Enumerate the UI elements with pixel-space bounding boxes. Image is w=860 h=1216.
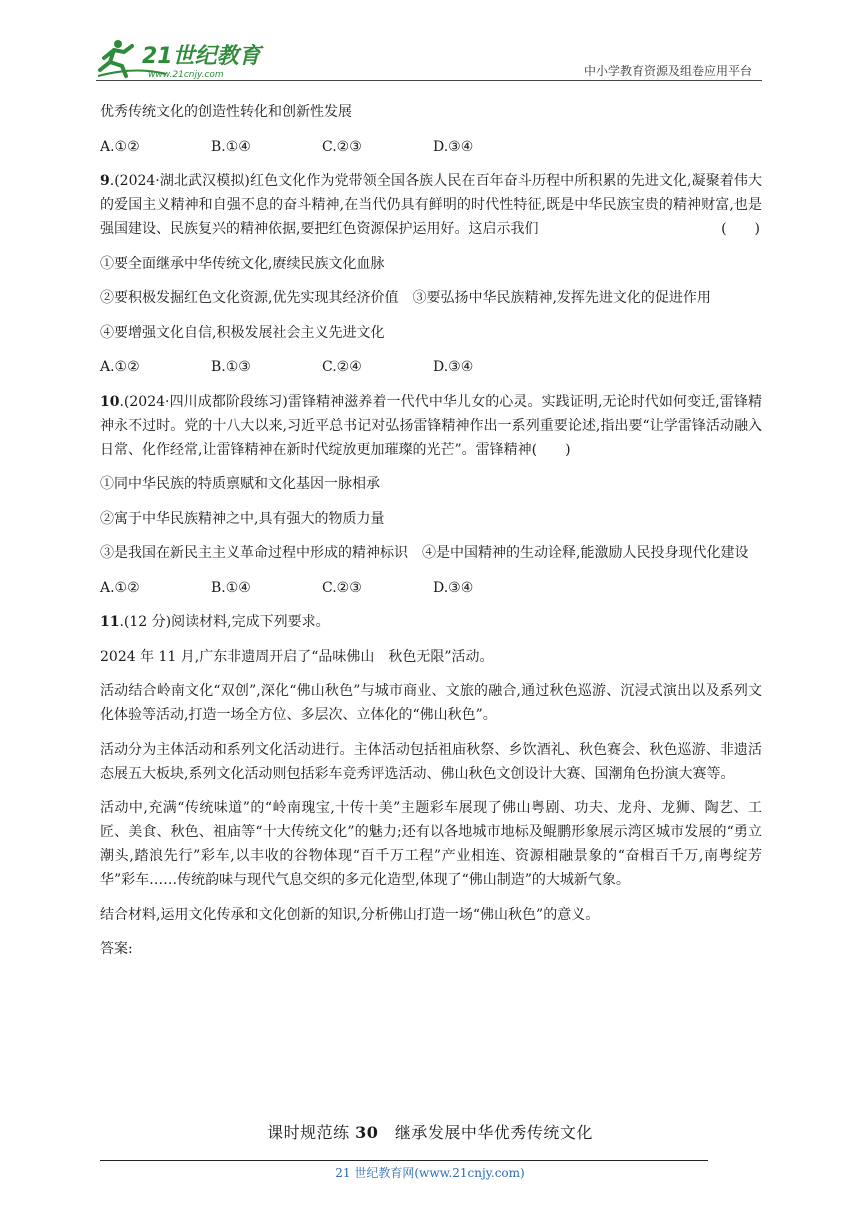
option-a[interactable]: A.①② xyxy=(100,359,140,375)
q11-material-2: 活动结合岭南文化“双创”,深化“佛山秋色”与城市商业、文旅的融合,通过秋色巡游、沉浸式演出以及系列文化体验等活动,打造一场全方位、多层次、立体化的“佛山秋色”。 xyxy=(100,683,762,723)
q11-stem xyxy=(100,610,762,634)
q11-material-1: 2024 年 11 月,广东非遗周开启了“品味佛山 秋色无限”活动。 xyxy=(100,648,494,665)
q9-number: 9 xyxy=(100,173,110,189)
q10-text: .(2024·四川成都阶段练习)雷锋精神滋养着一代代中华儿女的心灵。实践证明,无论时代如何变迁,雷锋精神永不过时。党的十八大以来,习近平总书记对弘扬雷锋精神作出一系列重要论述,指出要“让学雷锋活动融入日常、化作经常,让雷锋精神在新时代绽放更加璀璨的光芒”。雷锋精神( ) xyxy=(100,393,762,458)
page-header xyxy=(96,30,760,80)
option-b[interactable]: B.①③ xyxy=(211,359,251,375)
option-d[interactable]: D.③④ xyxy=(433,579,474,596)
platform-name: 中小学教育资源及组卷应用平台 xyxy=(583,64,752,78)
q8-tail-text: 优秀传统文化的创造性转化和创新性发展 xyxy=(100,104,352,120)
q11-requirement: 结合材料,运用文化传承和文化创新的知识,分析佛山打造一场“佛山秋色”的意义。 xyxy=(100,906,600,923)
q9-answer-blank: ( ) xyxy=(721,221,760,237)
option-c[interactable]: C.②③ xyxy=(322,138,362,155)
option-c[interactable]: C.②④ xyxy=(322,359,362,375)
q9-item-3: ④要增强文化自信,积极发展社会主义先进文化 xyxy=(100,324,385,341)
q11-material-3: 活动分为主体活动和系列文化活动进行。主体活动包括祖庙秋祭、乡饮酒礼、秋色赛会、秋色巡游、非遗活态展五大板块,系列文化活动则包括彩车竞秀评选活动、佛山秋色文创设计大赛、国潮角色扮演大赛等。 xyxy=(100,741,762,782)
section-number: 30 xyxy=(355,1123,379,1142)
q9-item-2: ②要积极发掘红色文化资源,优先实现其经济价值 ③要弘扬中华民族精神,发挥先进文化的促进作用 xyxy=(100,290,711,306)
q10-number: 10 xyxy=(100,393,120,410)
q9-text: .(2024·湖北武汉模拟)红色文化作为党带领全国各族人民在百年奋斗历程中所积累的先进文化,凝聚着伟大的爱国主义精神和自强不息的奋斗精神,在当代仍具有鲜明的时代性特征,既是中华民族宝贵的精神财富,也是强国建设、民族复兴的精神依据,要把红色资源保护运用好。这启示我们 xyxy=(100,173,762,237)
option-b[interactable]: B.①④ xyxy=(211,138,251,155)
q10-item-3: ③是我国在新民主主义革命过程中形成的精神标识 ④是中国精神的生动诠释,能激励人民投身现代化建设 xyxy=(100,545,749,561)
footer-divider xyxy=(100,1160,708,1161)
q10-item-2: ②寓于中华民族精神之中,具有强大的物质力量 xyxy=(100,510,385,527)
q9-item-1: ①要全面继承中华传统文化,赓续民族文化血脉 xyxy=(100,255,385,272)
header-divider xyxy=(96,80,762,81)
option-d[interactable]: D.③④ xyxy=(433,359,474,375)
section-title-text: 继承发展中华优秀传统文化 xyxy=(378,1123,593,1142)
site-logo[interactable] xyxy=(96,36,266,78)
option-a[interactable]: A.①② xyxy=(100,138,140,155)
option-b[interactable]: B.①④ xyxy=(211,579,251,596)
logo-runner-icon xyxy=(96,36,266,80)
q9-stem xyxy=(100,169,762,241)
section-title-prefix: 课时规范练 xyxy=(267,1123,356,1142)
footer-link[interactable]: 21 世纪教育网(www.21cnjy.com) xyxy=(335,1166,525,1180)
svg-text:www.21cnjy.com: www.21cnjy.com xyxy=(148,70,224,80)
question-content xyxy=(100,100,762,972)
q11-text: .(12 分)阅读材料,完成下列要求。 xyxy=(119,614,330,630)
q10-options xyxy=(100,576,762,600)
q11-material-4: 活动中,充满“传统味道”的“岭南瑰宝,十传十美”主题彩车展现了佛山粤剧、功夫、龙舟、龙狮、陶艺、工匠、美食、秋色、祖庙等“十大传统文化”的魅力;还有以各地城市地标及鲲鹏形象展示湾区城市发展的“勇立潮头,踏浪先行”彩车,以丰收的谷物体现“百千万工程”产业相连、资源相融景象的“奋楫百千万,南粤绽芳华”彩车……传统韵味与现代气息交织的多元化造型,体现了“佛山制造”的大城新气象。 xyxy=(100,800,762,888)
answer-label: 答案: xyxy=(100,941,133,957)
option-a[interactable]: A.①② xyxy=(100,579,140,596)
svg-text:21世纪教育: 21世纪教育 xyxy=(142,44,261,69)
q9-options xyxy=(100,355,762,379)
option-c[interactable]: C.②③ xyxy=(322,579,362,596)
q11-number: 11 xyxy=(100,614,120,630)
q10-stem xyxy=(100,390,762,462)
q8-options xyxy=(100,135,762,159)
q10-item-1: ①同中华民族的特质禀赋和文化基因一脉相承 xyxy=(100,476,380,492)
section-title xyxy=(0,1120,860,1143)
option-d[interactable]: D.③④ xyxy=(433,138,474,155)
